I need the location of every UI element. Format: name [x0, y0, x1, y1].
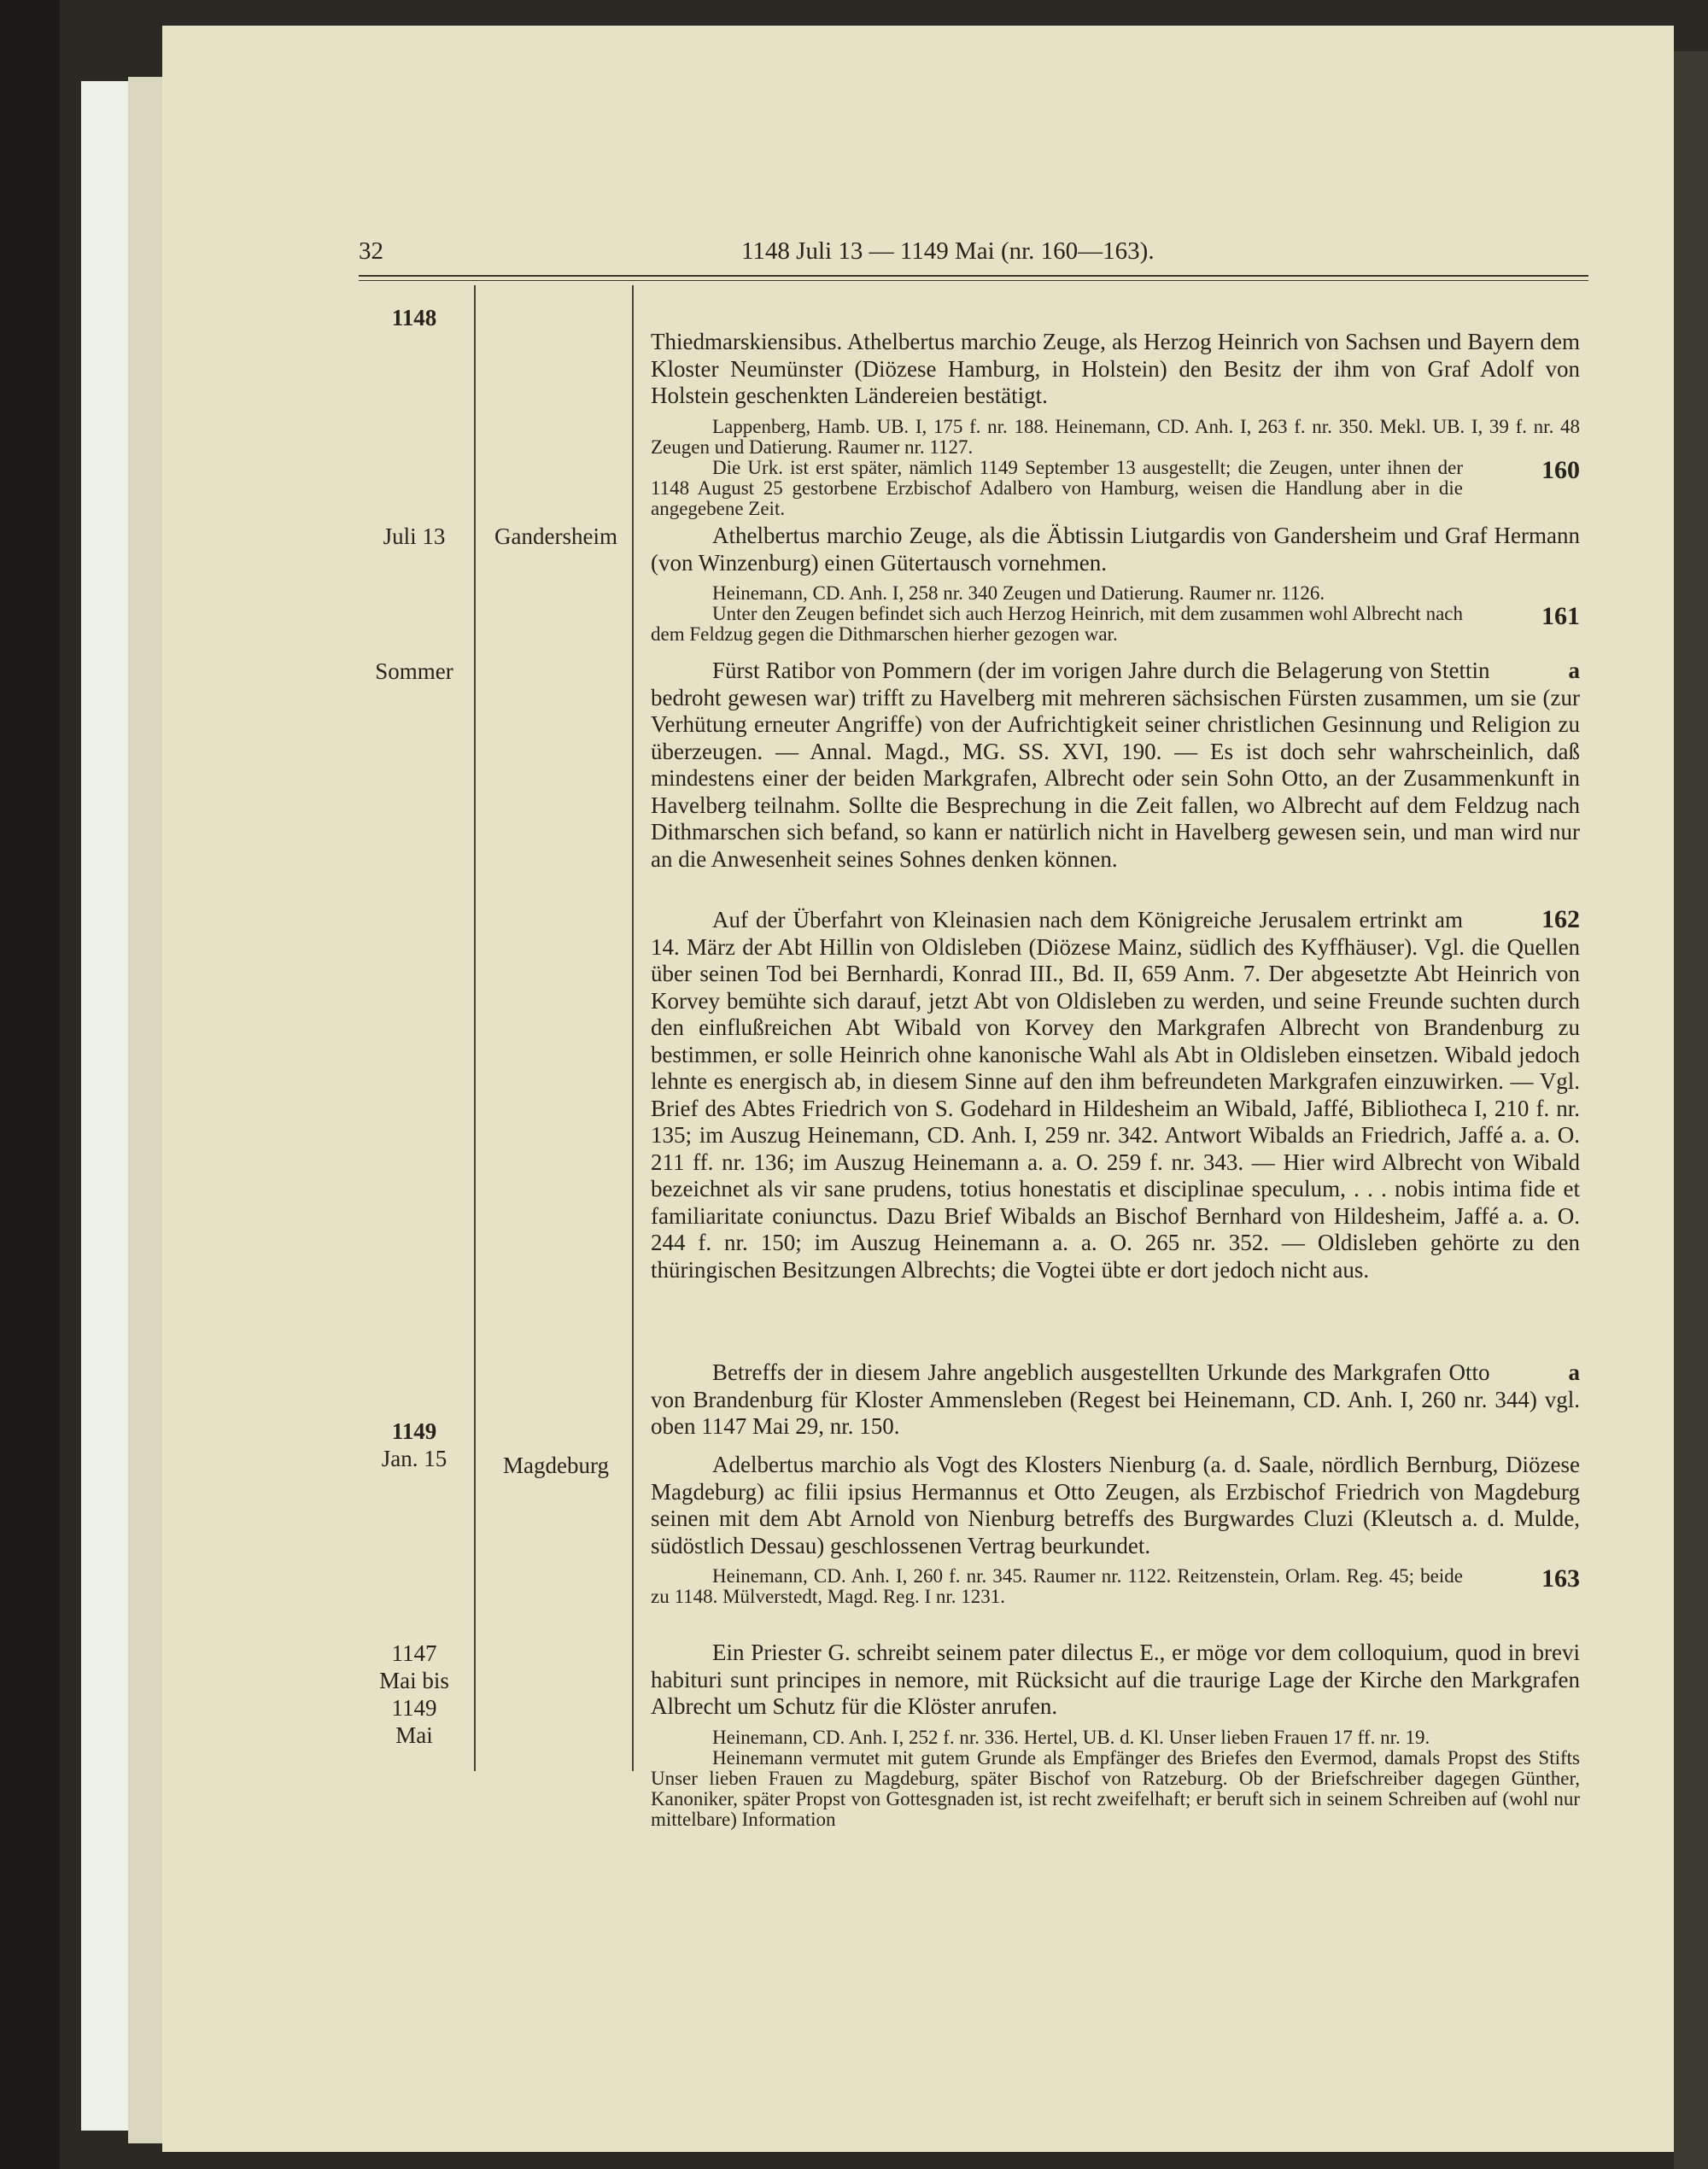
- entry-date: [350, 658, 478, 685]
- entry-body: [651, 1452, 1580, 1607]
- entry-reference: Die Urk. ist erst später, nämlich 1149 September 13 ausgestellt; die Zeugen, unter ihnen der 1148 August 25 gestorbene Erzbischof Adalbero von Hamburg, weisen die Handlung aber in die angegebene Zeit.: [651, 456, 1463, 519]
- reference-paragraph: [651, 1748, 1580, 1830]
- entry-date: [350, 523, 478, 550]
- entry-body: [651, 1359, 1580, 1447]
- entry-place: Magdeburg: [503, 1453, 609, 1478]
- entry-body: [651, 523, 1580, 645]
- reference-paragraph: [651, 1566, 1580, 1607]
- entry-body: [651, 658, 1580, 880]
- entry-date: [350, 304, 478, 331]
- entry-text: [651, 1452, 1580, 1559]
- right-page-edge: [1674, 51, 1708, 2169]
- running-title: 1148 Juli 13 — 1149 Mai (nr. 160—163).: [741, 237, 1155, 265]
- entry-text: [651, 658, 1580, 873]
- entry-text-content: Adelbertus marchio als Vogt des Klosters Nienburg (a. d. Saale, nördlich Bernburg, Diözese Magdeburg) ac filii ipsius Hermannus et Otto Zeugen, als Erzbischof Friedrich von Magdeburg seinen mit dem Abt Arnold von Nienburg betreffs des Burgwardes Cluzi (Kleutsch a. d. Mulde, südöstlich Dessau) geschlossenen Vertrag beurkundet.: [651, 1452, 1580, 1558]
- entry-body: [651, 329, 1580, 519]
- entry-text-content: Auf der Überfahrt von Kleinasien nach dem Königreiche Jerusalem ertrinkt am 14. März der Abt Hillin von Oldisleben (Diözese Mainz, südlich des Kyffhäuser). Vgl. die Quellen über seinen Tod bei Bernhardi, Konrad III., Bd. II, 659 Anm. 7. Der abgesetzte Abt Heinrich von Korvey bemühte sich darauf, jetzt Abt von Oldisleben zu werden, und seine Freunde suchten durch den einflußreichen Abt Wibald von Korvey den Markgrafen Albrecht von Brandenburg zu bestimmen, er solle Heinrich ohne kanonische Wahl als Abt in Oldisleben einsetzen. Wibald jedoch lehnte es energisch ab, in diesem Sinne auf den ihm befreundeten Markgrafen einzuwirken. — Vgl. Brief des Abtes Friedrich von S. Godehard in Hildesheim an Wibald, Jaffé, Bibliotheca I, 210 f. nr. 135; im Auszug Heinemann, CD. Anh. I, 259 nr. 342. Antwort Wibalds an Friedrich, Jaffé a. a. O. 211 ff. nr. 136; im Auszug Heinemann a. a. O. 259 f. nr. 343. — Hier wird Albrecht von Wibald bezeichnet als vir sane prudens, totius honestatis et disciplinae speculum, . . . nobis intima fide et familiaritate coniunctus. Dazu Brief Wibalds an Bischof Bernhard von Hildesheim, Jaffé a. a. O. 244 f. nr. 150; im Auszug Heinemann a. a. O. 265 nr. 352. — Oldisleben gehörte zu den thüringischen Besitzungen Albrechts; die Vogtei übte er dort jedoch nicht aus.: [651, 907, 1580, 1283]
- entry-text: [651, 1640, 1580, 1721]
- entry-reference: Unter den Zeugen befindet sich auch Herzog Heinrich, mit dem zusammen wohl Albrecht nach dem Feldzug gegen die Dithmarschen hierher gezogen war.: [651, 603, 1463, 645]
- entry-text-content: Ein Priester G. schreibt seinem pater dilectus E., er möge vor dem colloquium, quod in brevi habituri sunt principes in nemore, mit Rücksicht auf die traurige Lage der Kirche den Markgrafen Albrecht um Schutz für die Klöster anrufen.: [651, 1640, 1580, 1719]
- entry-text-content: Fürst Ratibor von Pommern (der im vorigen Jahre durch die Belagerung von Stettin bedroht gewesen war) trifft zu Havelberg mit mehreren sächsischen Fürsten zusammen, um sie (zur Verhütung erneuter Angriffe) von der Aufrichtigkeit seiner christlichen Gesinnung und Religion zu überzeugen. — Annal. Magd., MG. SS. XVI, 190. — Es ist doch sehr wahrscheinlich, daß mindestens einer der beiden Markgrafen, Albrecht oder sein Sohn Otto, an der Zusammenkunft in Havelberg teilnahm. Sollte die Besprechung in die Zeit fallen, wo Albrecht auf dem Feldzug nach Dithmarschen sich befand, so kann er natürlich nicht in Havelberg gewesen sein, und man wird nur an die Anwesenheit seines Sohnes denken können.: [651, 658, 1580, 872]
- header-rule: [359, 275, 1588, 277]
- entry-number: 162: [1541, 905, 1580, 933]
- entry-number: 160: [1541, 455, 1580, 484]
- entry-year: 1149: [391, 1418, 437, 1444]
- reference-paragraph: [651, 455, 1580, 519]
- entry-text-content: Athelbertus marchio Zeuge, als die Äbtissin Liutgardis von Gandersheim und Graf Hermann (von Winzenburg) einen Gütertausch vornehmen.: [651, 523, 1580, 576]
- entry-day: Juli 13: [383, 523, 446, 549]
- entry-year: 1148: [391, 305, 437, 330]
- page-number: 32: [359, 237, 383, 265]
- entry-day: Sommer: [375, 658, 453, 684]
- entry-number: a: [1568, 1359, 1580, 1385]
- column-divider-date: [474, 285, 476, 1771]
- entry-text: [651, 329, 1580, 410]
- reference-paragraph: [651, 583, 1580, 604]
- entry-number: 161: [1541, 602, 1580, 630]
- entry-day: Jan. 15: [381, 1446, 447, 1471]
- entry-number: a: [1568, 658, 1580, 683]
- entry-text-content: Thiedmarskiensibus. Athelbertus marchio Zeuge, als Herzog Heinrich von Sachsen und Bayern dem Kloster Neumünster (Diözese Hamburg, in Holstein) den Besitz der ihm von Graf Adolf von Holstein geschenkten Ländereien bestätigt.: [651, 329, 1580, 408]
- entry-reference: Heinemann, CD. Anh. I, 252 f. nr. 336. Hertel, UB. d. Kl. Unser lieben Frauen 17 ff. nr. 19.: [712, 1726, 1430, 1748]
- entry-reference: Heinemann, CD. Anh. I, 258 nr. 340 Zeugen und Datierung. Raumer nr. 1126.: [712, 582, 1325, 604]
- reference-paragraph: [651, 417, 1580, 458]
- entry-reference: Heinemann vermutet mit gutem Grunde als Empfänger des Briefes den Evermod, damals Propst des Stifts Unser lieben Frauen zu Magdeburg, später Bischof von Ratzeburg. Ob der Briefschreiber dagegen Günther, Kanoniker, später Propst von Gottesgnaden ist, ist recht zweifelhaft; er beruft sich in seinem Schreiben auf (wohl nur mittelbare) Information: [651, 1746, 1580, 1830]
- entry-body: [651, 907, 1580, 1290]
- entry-date: [350, 1640, 478, 1749]
- entry-body: [651, 1640, 1580, 1830]
- entry-text: [651, 523, 1580, 576]
- reference-paragraph: [651, 604, 1580, 645]
- entry-text: [651, 1359, 1580, 1441]
- entry-place: Gandersheim: [494, 523, 617, 549]
- header-rule-thin: [359, 280, 1588, 281]
- reference-paragraph: [651, 1728, 1580, 1748]
- column-divider-place: [632, 285, 634, 1771]
- entry-day: 1147 Mai bis 1149 Mai: [379, 1640, 449, 1748]
- entry-reference: Heinemann, CD. Anh. I, 260 f. nr. 345. Raumer nr. 1122. Reitzenstein, Orlam. Reg. 45; beide zu 1148. Mülverstedt, Magd. Reg. I nr. 1231.: [651, 1565, 1463, 1607]
- entry-number: 163: [1541, 1564, 1580, 1593]
- entry-date: [350, 1418, 478, 1472]
- entry-reference: Lappenberg, Hamb. UB. I, 175 f. nr. 188. Heinemann, CD. Anh. I, 263 f. nr. 350. Mekl. UB. I, 39 f. nr. 48 Zeugen und Datierung. Raumer nr. 1127.: [651, 415, 1580, 458]
- entry-text: [651, 907, 1580, 1283]
- entry-text-content: Betreffs der in diesem Jahre angeblich ausgestellten Urkunde des Markgrafen Otto von Brandenburg für Kloster Ammensleben (Regest bei Heinemann, CD. Anh. I, 260 nr. 344) vgl. oben 1147 Mai 29, nr. 150.: [651, 1359, 1580, 1439]
